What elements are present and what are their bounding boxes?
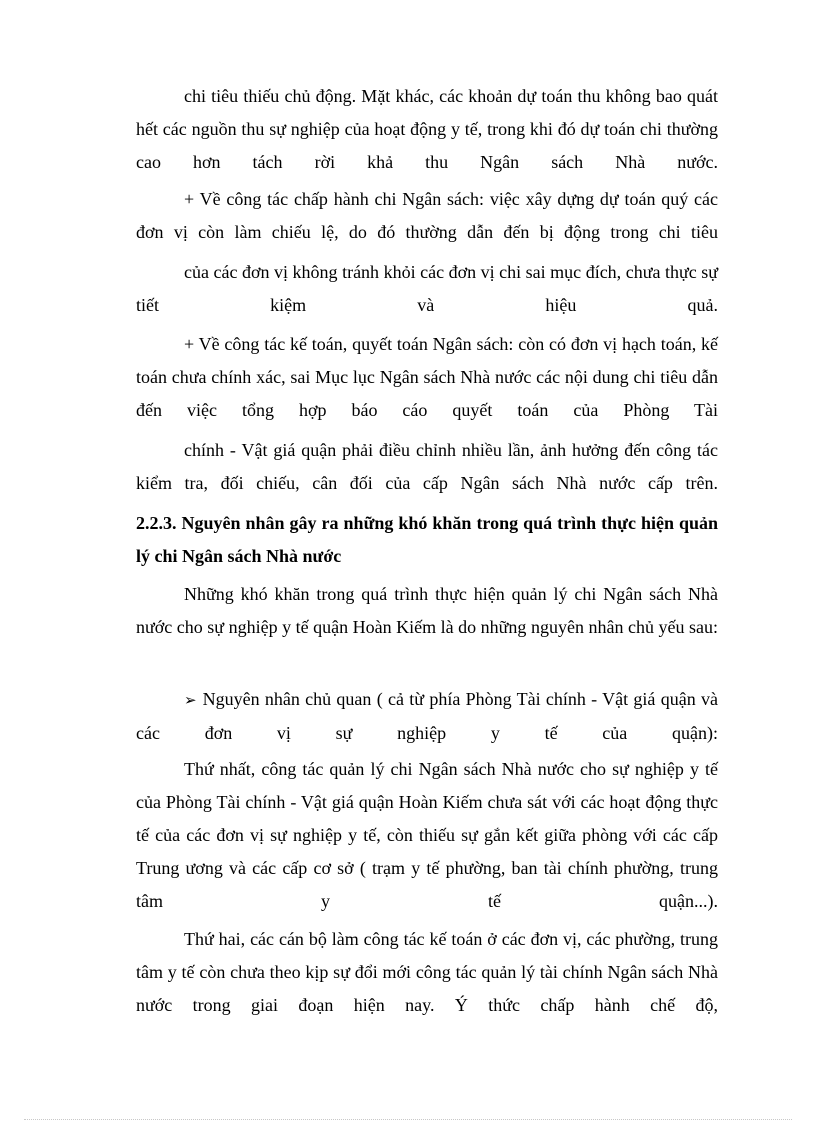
paragraph-first-cause: Thứ nhất, công tác quản lý chi Ngân sách Nhà nước cho sự nghiệp y tế của Phòng Tài chính - Vật giá quận Hoàn Kiếm chưa sát với các hoạt động thực tế của các đơn vị sự nghiệp y tế, còn thiếu sự gắn kết giữa phòng với các cấp Trung ương và các cấp cơ sở ( trạm y tế phường, ban tài chính phường, trung tâm y tế quận...). <box>136 759 718 911</box>
paragraph-budget-estimate: chi tiêu thiếu chủ động. Mặt khác, các khoản dự toán thu không bao quát hết các nguồn thu sự nghiệp của hoạt động y tế, trong khi đó dự toán chi thường cao hơn tách rời khả thu Ngân sách Nhà nước. <box>136 86 718 172</box>
section-heading: 2.2.3. Nguyên nhân gây ra những khó khăn trong quá trình thực hiện quản lý chi Ngân sách Nhà nước <box>136 513 718 566</box>
paragraph-accounting-cont: chính - Vật giá quận phải điều chỉnh nhiều lần, ảnh hưởng đến công tác kiểm tra, đối chiếu, cân đối của cấp Ngân sách Nhà nước cấp trên. <box>136 440 718 493</box>
paragraph-causes-intro: Những khó khăn trong quá trình thực hiện quản lý chi Ngân sách Nhà nước cho sự nghiệp y tế quận Hoàn Kiếm là do những nguyên nhân chủ yếu sau: <box>136 584 718 637</box>
paragraph-accounting: + Về công tác kế toán, quyết toán Ngân sách: còn có đơn vị hạch toán, kế toán chưa chính xác, sai Mục lục Ngân sách Nhà nước các nội dung chi tiêu dẫn đến việc tổng hợp báo cáo quyết toán của Phòng Tài <box>136 334 718 420</box>
arrowhead-bullet-icon: ➢ <box>184 691 197 709</box>
bullet-text: Nguyên nhân chủ quan ( cả từ phía Phòng Tài chính - Vật giá quận và các đơn vị sự nghiệp y tế của quận): <box>136 689 718 743</box>
paragraph-budget-execution-cont: của các đơn vị không tránh khỏi các đơn vị chi sai mục đích, chưa thực sự tiết kiệm và hiệu quả. <box>136 262 718 315</box>
page-bottom-divider <box>24 1119 792 1120</box>
paragraph-second-cause: Thứ hai, các cán bộ làm công tác kế toán ở các đơn vị, các phường, trung tâm y tế còn chưa theo kịp sự đổi mới công tác quản lý tài chính Ngân sách Nhà nước trong giai đoạn hiện nay. Ý thức chấp hành chế độ, <box>136 929 718 1015</box>
paragraph-budget-execution: + Về công tác chấp hành chi Ngân sách: việc xây dựng dự toán quý các đơn vị còn làm chiếu lệ, do đó thường dẫn đến bị động trong chi tiêu <box>136 189 718 242</box>
